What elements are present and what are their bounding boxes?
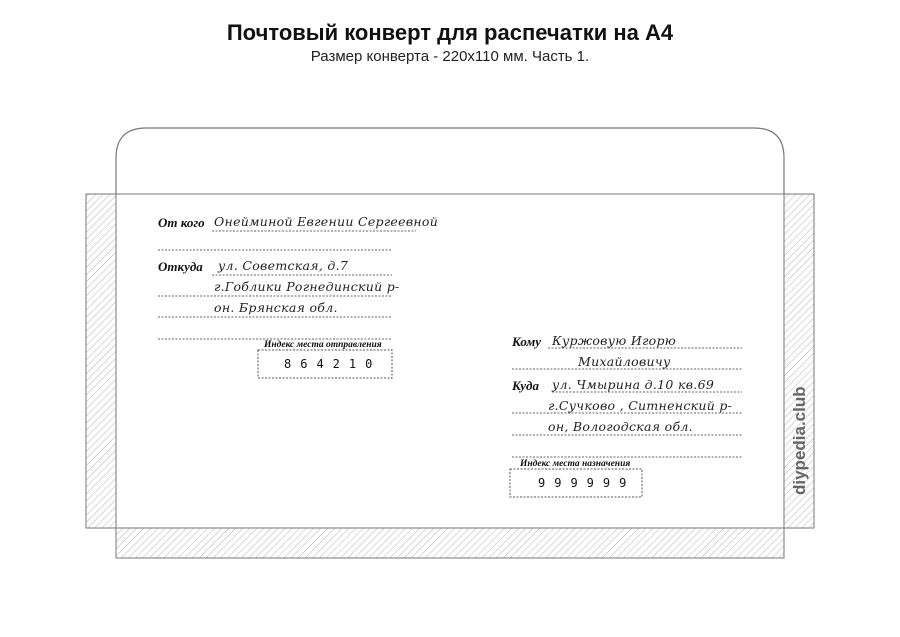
recipient-address-line-3: он, Вологодская обл. <box>548 419 693 434</box>
top-flap-outline <box>116 128 784 194</box>
sender-index-value: 864210 <box>284 357 382 371</box>
recipient-index-caption: Индекс места назначения <box>520 459 631 469</box>
site-watermark: diypedia.club <box>790 386 809 495</box>
recipient-name-line-1: Куржовую Игорю <box>552 333 677 348</box>
recipient-name-line-2: Михайловичу <box>578 354 671 369</box>
sender-address-line-1: ул. Советская, д.7 <box>218 258 349 273</box>
left-glue-flap <box>86 194 116 528</box>
page-subtitle: Размер конверта - 220х110 мм. Часть 1. <box>310 48 590 65</box>
bottom-glue-flap <box>116 528 784 558</box>
recipient-where-label: Куда <box>512 378 539 393</box>
recipient-index-value: 999999 <box>538 476 636 490</box>
sender-where-label: Откуда <box>158 259 203 274</box>
sender-index-caption: Индекс места отправления <box>264 340 382 350</box>
sender-address-line-3: он. Брянская обл. <box>214 300 338 315</box>
page-title: Почтовый конверт для распечатки на А4 <box>226 20 674 45</box>
sender-from-label: От кого <box>158 215 205 230</box>
recipient-address-line-2: г.Сучково , Ситненский р- <box>548 398 733 413</box>
recipient-address-line-1: ул. Чмырина д.10 кв.69 <box>552 377 715 392</box>
recipient-to-label: Кому <box>512 334 542 349</box>
sender-from-value: Онейминой Евгении Сергеевной <box>214 214 439 229</box>
envelope-body <box>116 194 784 528</box>
sender-address-line-2: г.Гоблики Рогнединский р- <box>214 279 400 294</box>
